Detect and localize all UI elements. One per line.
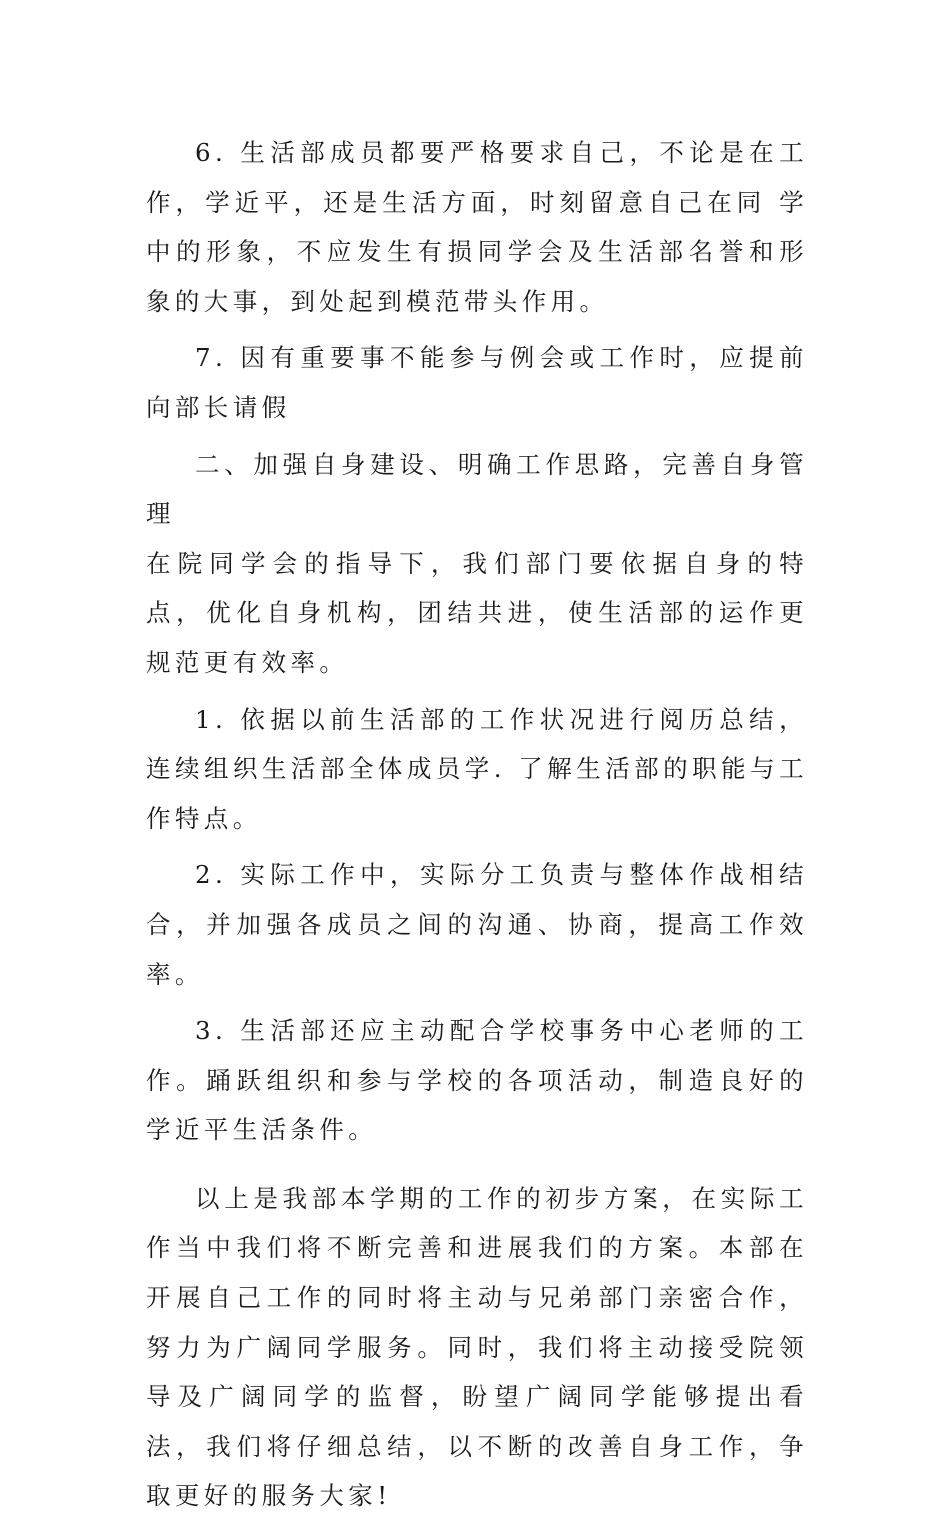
- closing-paragraph: 以上是我部本学期的工作的初步方案，在实际工作当中我们将不断完善和进展我们的方案。本部在开展自己工作的同时将主动与兄弟部门亲密合作，努力为广阔同学服务。同时，我们将主动接受院领导及广阔同学的监督，盼望广阔同学能够提出看法，我们将仔细总结，以不断的改善自身工作，争取更好的服务大家!: [146, 1183, 808, 1511]
- section-2-body: 在院同学会的指导下，我们部门要依据自身的特点，优化自身机构，团结共进，使生活部的运作更规范更有效率。: [146, 548, 808, 677]
- paragraph-item-1: 1. 依据以前生活部的工作状况进行阅历总结，连续组织生活部全体成员学. 了解生活部的职能与工作特点。: [146, 704, 808, 833]
- paragraph-spacer: [146, 1162, 808, 1174]
- paragraph-item-2: 2. 实际工作中，实际分工负责与整体作战相结合，并加强各成员之间的沟通、协商，提高工作效率。: [146, 860, 808, 989]
- paragraph-item-7: 7. 因有重要事不能参与例会或工作时，应提前向部长请假: [146, 343, 808, 422]
- paragraph-item-6: 6. 生活部成员都要严格要求自己，不论是在工作，学近平，还是生活方面，时刻留意自己在同 学中的形象，不应发生有损同学会及生活部名誉和形象的大事，到处起到模范带头作用。: [146, 138, 808, 316]
- section-heading-2: 二、加强自身建设、明确工作思路，完善自身管理: [146, 449, 808, 529]
- paragraph-item-3: 3. 生活部还应主动配合学校事务中心老师的工作。踊跃组织和参与学校的各项活动，制造良好的学近平生活条件。: [146, 1016, 808, 1145]
- document-body: [146, 128, 808, 1528]
